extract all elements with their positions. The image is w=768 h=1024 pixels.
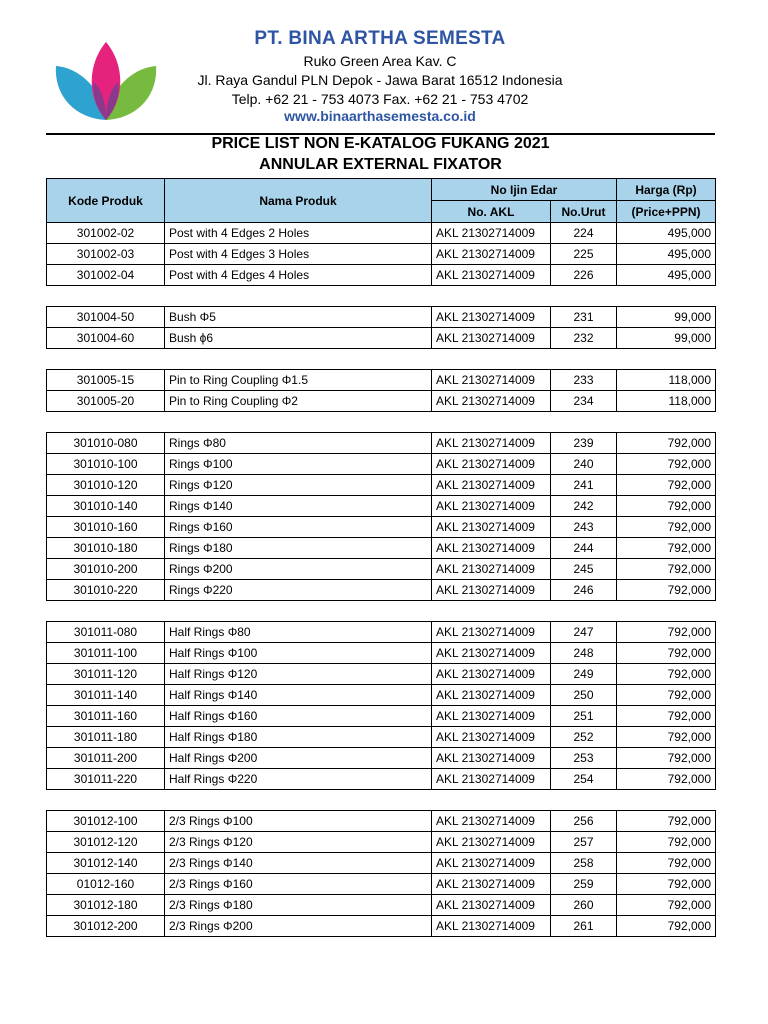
akl-number-cell: AKL 21302714009 bbox=[432, 328, 551, 349]
urut-number-cell: 231 bbox=[551, 307, 617, 328]
urut-number-cell: 226 bbox=[551, 265, 617, 286]
product-code-cell: 301004-60 bbox=[47, 328, 165, 349]
akl-number-cell: AKL 21302714009 bbox=[432, 580, 551, 601]
website-link[interactable]: www.binaarthasemesta.co.id bbox=[284, 108, 476, 124]
spacer-cell bbox=[47, 412, 716, 433]
product-code-cell: 301002-02 bbox=[47, 223, 165, 244]
product-name-cell: 2/3 Rings Φ100 bbox=[165, 811, 432, 832]
product-code-cell: 301005-15 bbox=[47, 370, 165, 391]
table-row bbox=[47, 517, 716, 538]
group-spacer bbox=[47, 790, 716, 811]
akl-number-cell: AKL 21302714009 bbox=[432, 496, 551, 517]
price-cell: 792,000 bbox=[617, 580, 716, 601]
product-name-cell: Pin to Ring Coupling Φ1.5 bbox=[165, 370, 432, 391]
table-row bbox=[47, 370, 716, 391]
urut-number-cell: 261 bbox=[551, 916, 617, 937]
urut-number-cell: 254 bbox=[551, 769, 617, 790]
product-code-cell: 301005-20 bbox=[47, 391, 165, 412]
akl-number-cell: AKL 21302714009 bbox=[432, 622, 551, 643]
table-row bbox=[47, 580, 716, 601]
price-table-body bbox=[47, 223, 716, 937]
product-name-cell: Post with 4 Edges 2 Holes bbox=[165, 223, 432, 244]
table-row bbox=[47, 769, 716, 790]
product-name-cell: Half Rings Φ120 bbox=[165, 664, 432, 685]
table-row bbox=[47, 433, 716, 454]
product-name-cell: Half Rings Φ80 bbox=[165, 622, 432, 643]
urut-number-cell: 245 bbox=[551, 559, 617, 580]
price-cell: 792,000 bbox=[617, 559, 716, 580]
address-line-2: Jl. Raya Gandul PLN Depok - Jawa Barat 16512 Indonesia bbox=[197, 72, 563, 88]
table-row bbox=[47, 664, 716, 685]
product-code-cell: 301011-200 bbox=[47, 748, 165, 769]
table-row bbox=[47, 391, 716, 412]
product-name-cell: Half Rings Φ180 bbox=[165, 727, 432, 748]
table-row bbox=[47, 874, 716, 895]
product-code-cell: 301011-140 bbox=[47, 685, 165, 706]
urut-number-cell: 246 bbox=[551, 580, 617, 601]
product-name-cell: Half Rings Φ200 bbox=[165, 748, 432, 769]
price-cell: 792,000 bbox=[617, 622, 716, 643]
product-name-cell: Rings Φ140 bbox=[165, 496, 432, 517]
table-row bbox=[47, 916, 716, 937]
urut-number-cell: 257 bbox=[551, 832, 617, 853]
price-cell: 792,000 bbox=[617, 664, 716, 685]
product-name-cell: Pin to Ring Coupling Φ2 bbox=[165, 391, 432, 412]
price-cell: 792,000 bbox=[617, 475, 716, 496]
product-code-cell: 301012-200 bbox=[47, 916, 165, 937]
urut-number-cell: 258 bbox=[551, 853, 617, 874]
urut-number-cell: 259 bbox=[551, 874, 617, 895]
akl-number-cell: AKL 21302714009 bbox=[432, 706, 551, 727]
urut-number-cell: 240 bbox=[551, 454, 617, 475]
company-name: PT. BINA ARTHA SEMESTA bbox=[254, 28, 506, 49]
price-cell: 792,000 bbox=[617, 538, 716, 559]
product-name-cell: 2/3 Rings Φ120 bbox=[165, 832, 432, 853]
akl-number-cell: AKL 21302714009 bbox=[432, 391, 551, 412]
product-code-cell: 301011-080 bbox=[47, 622, 165, 643]
price-cell: 792,000 bbox=[617, 727, 716, 748]
price-list-title: PRICE LIST NON E-KATALOG FUKANG 2021 bbox=[211, 135, 550, 152]
akl-number-cell: AKL 21302714009 bbox=[432, 475, 551, 496]
table-row bbox=[47, 475, 716, 496]
table-row bbox=[47, 454, 716, 475]
akl-number-cell: AKL 21302714009 bbox=[432, 916, 551, 937]
price-table bbox=[46, 178, 716, 937]
table-row bbox=[47, 307, 716, 328]
product-code-cell: 301010-120 bbox=[47, 475, 165, 496]
akl-number-cell: AKL 21302714009 bbox=[432, 454, 551, 475]
urut-number-cell: 232 bbox=[551, 328, 617, 349]
akl-number-cell: AKL 21302714009 bbox=[432, 874, 551, 895]
urut-number-cell: 260 bbox=[551, 895, 617, 916]
table-row bbox=[47, 811, 716, 832]
akl-number-cell: AKL 21302714009 bbox=[432, 265, 551, 286]
akl-number-cell: AKL 21302714009 bbox=[432, 832, 551, 853]
company-logo bbox=[52, 38, 160, 124]
table-row bbox=[47, 748, 716, 769]
spacer-cell bbox=[47, 286, 716, 307]
spacer-cell bbox=[47, 601, 716, 622]
akl-number-cell: AKL 21302714009 bbox=[432, 811, 551, 832]
price-cell: 118,000 bbox=[617, 370, 716, 391]
header-no-urut: No.Urut bbox=[551, 201, 617, 223]
price-cell: 792,000 bbox=[617, 832, 716, 853]
akl-number-cell: AKL 21302714009 bbox=[432, 370, 551, 391]
akl-number-cell: AKL 21302714009 bbox=[432, 748, 551, 769]
product-code-cell: 301011-180 bbox=[47, 727, 165, 748]
spacer-cell bbox=[47, 349, 716, 370]
address-line-1: Ruko Green Area Kav. C bbox=[303, 53, 457, 69]
akl-number-cell: AKL 21302714009 bbox=[432, 244, 551, 265]
table-row bbox=[47, 223, 716, 244]
urut-number-cell: 234 bbox=[551, 391, 617, 412]
urut-number-cell: 224 bbox=[551, 223, 617, 244]
group-spacer bbox=[47, 601, 716, 622]
table-row bbox=[47, 559, 716, 580]
price-cell: 792,000 bbox=[617, 496, 716, 517]
header-no-akl: No. AKL bbox=[432, 201, 551, 223]
table-row bbox=[47, 832, 716, 853]
urut-number-cell: 250 bbox=[551, 685, 617, 706]
product-code-cell: 301002-03 bbox=[47, 244, 165, 265]
product-code-cell: 301012-180 bbox=[47, 895, 165, 916]
akl-number-cell: AKL 21302714009 bbox=[432, 664, 551, 685]
table-row bbox=[47, 643, 716, 664]
product-name-cell: 2/3 Rings Φ140 bbox=[165, 853, 432, 874]
product-code-cell: 301010-080 bbox=[47, 433, 165, 454]
product-name-cell: Half Rings Φ140 bbox=[165, 685, 432, 706]
product-code-cell: 301010-160 bbox=[47, 517, 165, 538]
akl-number-cell: AKL 21302714009 bbox=[432, 643, 551, 664]
urut-number-cell: 253 bbox=[551, 748, 617, 769]
product-name-cell: Bush ϕ6 bbox=[165, 328, 432, 349]
urut-number-cell: 249 bbox=[551, 664, 617, 685]
product-name-cell: 2/3 Rings Φ200 bbox=[165, 916, 432, 937]
product-name-cell: Post with 4 Edges 3 Holes bbox=[165, 244, 432, 265]
price-cell: 495,000 bbox=[617, 223, 716, 244]
table-row bbox=[47, 244, 716, 265]
product-code-cell: 301002-04 bbox=[47, 265, 165, 286]
product-code-cell: 301010-200 bbox=[47, 559, 165, 580]
akl-number-cell: AKL 21302714009 bbox=[432, 307, 551, 328]
akl-number-cell: AKL 21302714009 bbox=[432, 685, 551, 706]
urut-number-cell: 233 bbox=[551, 370, 617, 391]
price-cell: 495,000 bbox=[617, 265, 716, 286]
price-cell: 99,000 bbox=[617, 328, 716, 349]
akl-number-cell: AKL 21302714009 bbox=[432, 223, 551, 244]
header-harga: Harga (Rp) bbox=[617, 179, 716, 201]
phone-fax-line: Telp. +62 21 - 753 4073 Fax. +62 21 - 753 4702 bbox=[231, 91, 529, 107]
product-name-cell: Half Rings Φ220 bbox=[165, 769, 432, 790]
price-cell: 792,000 bbox=[617, 874, 716, 895]
product-name-cell: Half Rings Φ100 bbox=[165, 643, 432, 664]
urut-number-cell: 248 bbox=[551, 643, 617, 664]
product-code-cell: 301012-100 bbox=[47, 811, 165, 832]
product-name-cell: Rings Φ200 bbox=[165, 559, 432, 580]
header-nama-produk: Nama Produk bbox=[165, 179, 432, 223]
urut-number-cell: 244 bbox=[551, 538, 617, 559]
product-code-cell: 301011-100 bbox=[47, 643, 165, 664]
price-cell: 792,000 bbox=[617, 706, 716, 727]
product-code-cell: 301011-220 bbox=[47, 769, 165, 790]
product-code-cell: 301010-220 bbox=[47, 580, 165, 601]
product-name-cell: Rings Φ220 bbox=[165, 580, 432, 601]
table-row bbox=[47, 727, 716, 748]
product-code-cell: 301010-180 bbox=[47, 538, 165, 559]
spacer-cell bbox=[47, 790, 716, 811]
akl-number-cell: AKL 21302714009 bbox=[432, 727, 551, 748]
urut-number-cell: 225 bbox=[551, 244, 617, 265]
product-name-cell: Half Rings Φ160 bbox=[165, 706, 432, 727]
akl-number-cell: AKL 21302714009 bbox=[432, 769, 551, 790]
product-name-cell: Bush Φ5 bbox=[165, 307, 432, 328]
product-code-cell: 301011-120 bbox=[47, 664, 165, 685]
table-row bbox=[47, 895, 716, 916]
price-cell: 792,000 bbox=[617, 916, 716, 937]
table-row bbox=[47, 706, 716, 727]
urut-number-cell: 256 bbox=[551, 811, 617, 832]
table-row bbox=[47, 496, 716, 517]
product-code-cell: 301010-140 bbox=[47, 496, 165, 517]
product-code-cell: 301012-120 bbox=[47, 832, 165, 853]
urut-number-cell: 247 bbox=[551, 622, 617, 643]
price-cell: 792,000 bbox=[617, 748, 716, 769]
product-name-cell: Rings Φ100 bbox=[165, 454, 432, 475]
urut-number-cell: 251 bbox=[551, 706, 617, 727]
header-no-ijin-edar: No Ijin Edar bbox=[432, 179, 617, 201]
product-name-cell: Post with 4 Edges 4 Holes bbox=[165, 265, 432, 286]
header-kode-produk: Kode Produk bbox=[47, 179, 165, 223]
akl-number-cell: AKL 21302714009 bbox=[432, 559, 551, 580]
price-cell: 792,000 bbox=[617, 811, 716, 832]
akl-number-cell: AKL 21302714009 bbox=[432, 538, 551, 559]
price-cell: 792,000 bbox=[617, 517, 716, 538]
table-row bbox=[47, 853, 716, 874]
product-code-cell: 301011-160 bbox=[47, 706, 165, 727]
product-name-cell: Rings Φ180 bbox=[165, 538, 432, 559]
product-name-cell: Rings Φ120 bbox=[165, 475, 432, 496]
table-row bbox=[47, 538, 716, 559]
product-code-cell: 301012-140 bbox=[47, 853, 165, 874]
table-row bbox=[47, 622, 716, 643]
price-cell: 792,000 bbox=[617, 853, 716, 874]
price-cell: 792,000 bbox=[617, 433, 716, 454]
product-name-cell: 2/3 Rings Φ160 bbox=[165, 874, 432, 895]
price-cell: 99,000 bbox=[617, 307, 716, 328]
group-spacer bbox=[47, 286, 716, 307]
table-row bbox=[47, 685, 716, 706]
product-code-cell: 301004-50 bbox=[47, 307, 165, 328]
header-price-ppn: (Price+PPN) bbox=[617, 201, 716, 223]
price-cell: 495,000 bbox=[617, 244, 716, 265]
urut-number-cell: 242 bbox=[551, 496, 617, 517]
product-name-cell: Rings Φ80 bbox=[165, 433, 432, 454]
table-row bbox=[47, 328, 716, 349]
product-code-cell: 301010-100 bbox=[47, 454, 165, 475]
table-row bbox=[47, 265, 716, 286]
price-list-subtitle: ANNULAR EXTERNAL FIXATOR bbox=[259, 156, 502, 173]
price-cell: 118,000 bbox=[617, 391, 716, 412]
product-code-cell: 01012-160 bbox=[47, 874, 165, 895]
akl-number-cell: AKL 21302714009 bbox=[432, 433, 551, 454]
product-name-cell: Rings Φ160 bbox=[165, 517, 432, 538]
price-cell: 792,000 bbox=[617, 454, 716, 475]
urut-number-cell: 243 bbox=[551, 517, 617, 538]
product-name-cell: 2/3 Rings Φ180 bbox=[165, 895, 432, 916]
price-cell: 792,000 bbox=[617, 769, 716, 790]
group-spacer bbox=[47, 412, 716, 433]
akl-number-cell: AKL 21302714009 bbox=[432, 517, 551, 538]
price-cell: 792,000 bbox=[617, 895, 716, 916]
akl-number-cell: AKL 21302714009 bbox=[432, 895, 551, 916]
urut-number-cell: 252 bbox=[551, 727, 617, 748]
urut-number-cell: 239 bbox=[551, 433, 617, 454]
group-spacer bbox=[47, 349, 716, 370]
price-cell: 792,000 bbox=[617, 685, 716, 706]
akl-number-cell: AKL 21302714009 bbox=[432, 853, 551, 874]
urut-number-cell: 241 bbox=[551, 475, 617, 496]
price-cell: 792,000 bbox=[617, 643, 716, 664]
